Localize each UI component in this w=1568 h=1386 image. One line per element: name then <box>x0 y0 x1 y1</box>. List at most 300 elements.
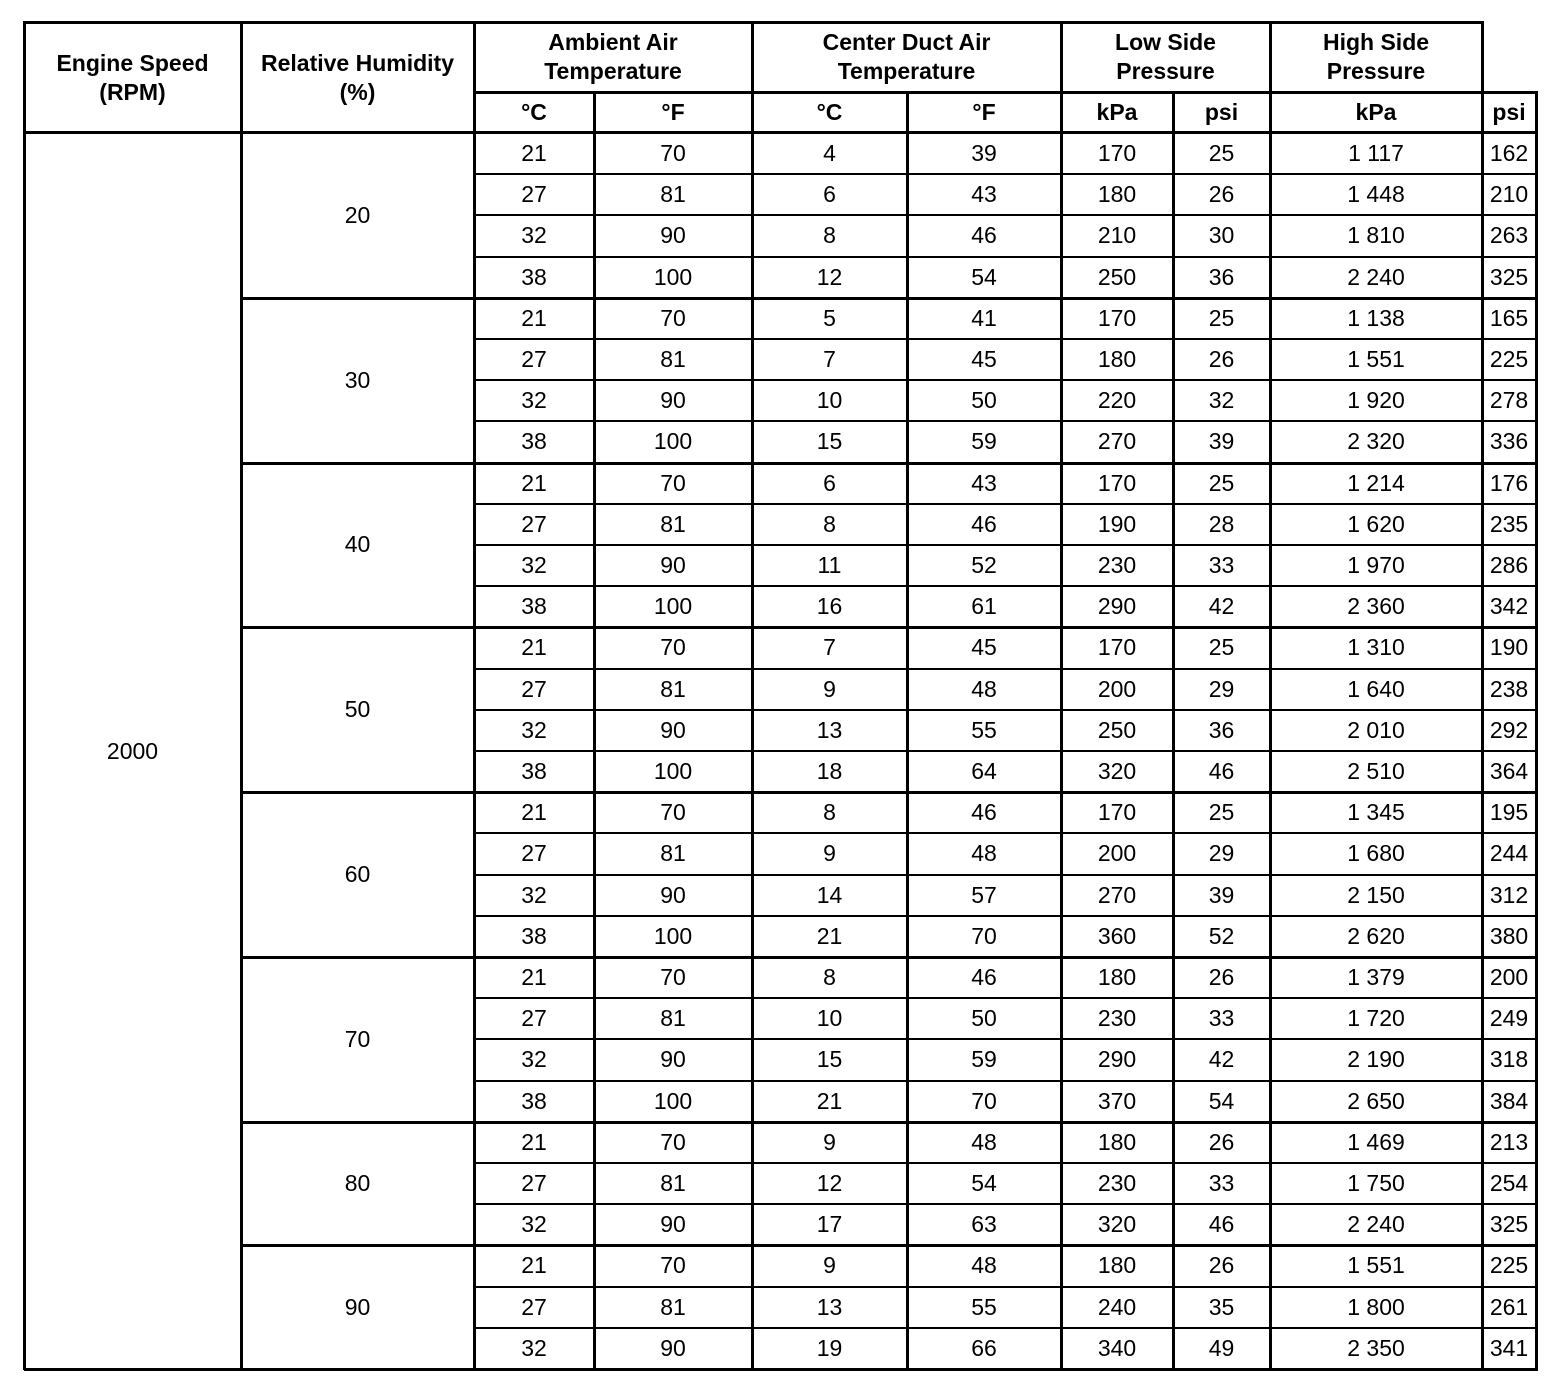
header-bottom-border <box>24 131 1538 134</box>
row-separator <box>474 1327 1538 1329</box>
table-cell: 52 <box>1208 922 1235 949</box>
header-engine-speed: Engine Speed (RPM) <box>56 49 209 105</box>
table-cell: 81 <box>660 675 686 702</box>
table-cell: 11 <box>817 552 842 579</box>
table-cell: 1 448 <box>1347 181 1405 208</box>
table-cell: 33 <box>1208 552 1235 579</box>
table-cell: 46 <box>1208 758 1235 785</box>
table-cell: 27 <box>521 1293 547 1320</box>
table-cell: 48 <box>971 1252 997 1279</box>
header-ambient-air-temperature: Ambient Air Temperature <box>544 29 682 84</box>
table-cell: 90 <box>660 716 686 743</box>
table-cell: 1 800 <box>1347 1293 1405 1320</box>
table-cell: 325 <box>1489 1211 1529 1238</box>
table-cell: 8 <box>823 799 836 826</box>
table-cell: 64 <box>971 758 997 785</box>
table-cell: 170 <box>1097 799 1137 826</box>
table-cell: 2 150 <box>1347 881 1405 908</box>
table-cell: 1 214 <box>1347 469 1405 496</box>
header-top-border <box>24 21 1484 24</box>
table-cell: 1 310 <box>1347 634 1405 661</box>
table-cell: 70 <box>660 799 686 826</box>
table-cell: 7 <box>823 346 836 373</box>
table-cell: 32 <box>1208 387 1235 414</box>
group-separator <box>241 462 1538 465</box>
row-separator <box>474 379 1538 381</box>
table-cell: 16 <box>816 593 843 620</box>
humidity-group-value: 60 <box>344 861 371 888</box>
table-cell: 81 <box>660 840 686 867</box>
table-cell: 230 <box>1097 1170 1137 1197</box>
table-cell: 27 <box>521 1005 547 1032</box>
table-cell: 2 350 <box>1347 1334 1405 1361</box>
table-cell: 100 <box>653 428 693 455</box>
table-cell: 27 <box>521 840 547 867</box>
table-cell: 70 <box>660 964 686 991</box>
table-cell: 38 <box>521 1087 547 1114</box>
table-cell: 190 <box>1097 510 1137 537</box>
table-cell: 39 <box>1208 428 1235 455</box>
table-cell: 32 <box>521 387 547 414</box>
row-separator <box>474 1080 1538 1082</box>
row-separator <box>474 214 1538 216</box>
table-cell: 2 650 <box>1347 1087 1405 1114</box>
table-cell: 70 <box>660 304 686 331</box>
row-separator <box>474 1162 1538 1164</box>
table-cell: 70 <box>971 1087 997 1114</box>
table-cell: 90 <box>660 552 686 579</box>
table-cell: 15 <box>816 1046 843 1073</box>
table-cell: 21 <box>521 140 547 167</box>
table-cell: 318 <box>1489 1046 1529 1073</box>
table-cell: 225 <box>1489 346 1529 373</box>
table-cell: 384 <box>1489 1087 1529 1114</box>
table-cell: 8 <box>823 222 836 249</box>
table-cell: 320 <box>1097 1211 1137 1238</box>
table-cell: 10 <box>816 387 843 414</box>
table-cell: 42 <box>1208 593 1235 620</box>
table-cell: 200 <box>1097 840 1137 867</box>
table-cell: 46 <box>971 964 997 991</box>
table-cell: 27 <box>521 346 547 373</box>
table-cell: 27 <box>521 181 547 208</box>
unit-header: °C <box>816 99 843 125</box>
table-cell: 70 <box>660 140 686 167</box>
table-cell: 33 <box>1208 1005 1235 1032</box>
column-divider <box>751 21 754 1370</box>
table-cell: 25 <box>1208 140 1235 167</box>
table-cell: 270 <box>1097 428 1137 455</box>
table-cell: 66 <box>971 1334 997 1361</box>
table-cell: 170 <box>1097 634 1137 661</box>
table-cell: 200 <box>1097 675 1137 702</box>
row-separator <box>474 1203 1538 1205</box>
table-cell: 6 <box>823 469 836 496</box>
row-separator <box>474 750 1538 752</box>
row-separator <box>474 668 1538 670</box>
table-cell: 27 <box>521 1170 547 1197</box>
table-cell: 263 <box>1489 222 1529 249</box>
header-low-side-pressure: Low Side Pressure <box>1115 29 1216 84</box>
table-cell: 90 <box>660 1046 686 1073</box>
table-cell: 17 <box>816 1211 843 1238</box>
row-separator <box>474 1286 1538 1288</box>
table-cell: 1 970 <box>1347 552 1405 579</box>
table-cell: 48 <box>971 1128 997 1155</box>
table-cell: 21 <box>521 634 547 661</box>
table-cell: 43 <box>971 469 997 496</box>
table-cell: 180 <box>1097 346 1137 373</box>
table-cell: 254 <box>1489 1170 1529 1197</box>
table-cell: 59 <box>971 1046 997 1073</box>
table-cell: 50 <box>971 387 997 414</box>
table-cell: 32 <box>521 1046 547 1073</box>
table-cell: 70 <box>971 922 997 949</box>
group-separator <box>241 626 1538 629</box>
table-cell: 30 <box>1208 222 1235 249</box>
table-cell: 26 <box>1208 181 1235 208</box>
table-cell: 1 920 <box>1347 387 1405 414</box>
table-cell: 12 <box>816 263 843 290</box>
table-cell: 27 <box>521 510 547 537</box>
table-cell: 32 <box>521 716 547 743</box>
table-bottom-border <box>24 1368 1538 1371</box>
table-cell: 46 <box>971 510 997 537</box>
table-cell: 21 <box>521 1252 547 1279</box>
table-cell: 38 <box>521 922 547 949</box>
table-cell: 5 <box>823 304 836 331</box>
table-cell: 38 <box>521 593 547 620</box>
humidity-group-value: 70 <box>344 1025 371 1052</box>
table-cell: 61 <box>971 593 997 620</box>
header-high-side-pressure: High Side Pressure <box>1322 29 1430 84</box>
table-cell: 49 <box>1208 1334 1235 1361</box>
table-cell: 90 <box>660 1334 686 1361</box>
table-cell: 90 <box>660 881 686 908</box>
column-divider <box>906 92 909 1370</box>
group-separator <box>241 791 1538 794</box>
row-separator <box>474 585 1538 587</box>
table-cell: 15 <box>816 428 843 455</box>
table-cell: 278 <box>1489 387 1529 414</box>
table-cell: 32 <box>521 552 547 579</box>
table-cell: 195 <box>1489 799 1529 826</box>
table-cell: 162 <box>1489 140 1529 167</box>
table-cell: 240 <box>1097 1293 1137 1320</box>
table-cell: 18 <box>816 758 843 785</box>
table-cell: 290 <box>1097 593 1137 620</box>
row-separator <box>474 173 1538 175</box>
table-cell: 180 <box>1097 1128 1137 1155</box>
column-divider <box>1269 21 1272 1370</box>
table-cell: 342 <box>1489 593 1529 620</box>
table-cell: 9 <box>823 675 836 702</box>
table-cell: 29 <box>1208 675 1235 702</box>
humidity-group-value: 40 <box>344 531 371 558</box>
table-cell: 4 <box>823 140 836 167</box>
table-cell: 32 <box>521 1334 547 1361</box>
table-cell: 46 <box>1208 1211 1235 1238</box>
unit-header: kPa <box>1355 99 1397 125</box>
row-separator <box>474 709 1538 711</box>
table-cell: 8 <box>823 510 836 537</box>
table-cell: 10 <box>816 1005 843 1032</box>
table-cell: 21 <box>816 922 843 949</box>
unit-header: °F <box>661 99 685 125</box>
table-cell: 42 <box>1208 1046 1235 1073</box>
table-cell: 63 <box>971 1211 997 1238</box>
table-cell: 38 <box>521 428 547 455</box>
table-cell: 13 <box>816 716 843 743</box>
table-cell: 90 <box>660 222 686 249</box>
table-cell: 39 <box>971 140 997 167</box>
table-cell: 54 <box>1208 1087 1235 1114</box>
table-cell: 320 <box>1097 758 1137 785</box>
table-cell: 100 <box>653 263 693 290</box>
table-cell: 2 190 <box>1347 1046 1405 1073</box>
row-separator <box>474 874 1538 876</box>
column-divider <box>1481 21 1484 1370</box>
table-cell: 1 680 <box>1347 840 1405 867</box>
table-cell: 45 <box>971 634 997 661</box>
table-cell: 380 <box>1489 922 1529 949</box>
table-cell: 41 <box>971 304 997 331</box>
table-cell: 9 <box>823 1128 836 1155</box>
table-cell: 52 <box>971 552 997 579</box>
column-divider <box>240 21 243 1370</box>
table-cell: 19 <box>816 1334 843 1361</box>
row-separator <box>474 915 1538 917</box>
table-cell: 290 <box>1097 1046 1137 1073</box>
row-separator <box>474 503 1538 505</box>
table-cell: 2 320 <box>1347 428 1405 455</box>
table-cell: 2 240 <box>1347 263 1405 290</box>
table-cell: 1 810 <box>1347 222 1405 249</box>
table-cell: 21 <box>521 304 547 331</box>
table-cell: 57 <box>971 881 997 908</box>
table-cell: 32 <box>521 1211 547 1238</box>
unit-header: psi <box>1492 99 1526 125</box>
table-cell: 55 <box>971 716 997 743</box>
table-cell: 43 <box>971 181 997 208</box>
humidity-group-value: 20 <box>344 201 371 228</box>
right-border <box>1535 91 1538 1370</box>
table-cell: 220 <box>1097 387 1137 414</box>
table-cell: 170 <box>1097 304 1137 331</box>
table-cell: 70 <box>660 1128 686 1155</box>
column-divider <box>1172 92 1175 1370</box>
table-cell: 1 138 <box>1347 304 1405 331</box>
unit-header: psi <box>1204 99 1239 125</box>
row-separator <box>474 338 1538 340</box>
table-cell: 180 <box>1097 964 1137 991</box>
group-separator <box>241 956 1538 959</box>
table-cell: 1 469 <box>1347 1128 1405 1155</box>
table-cell: 38 <box>521 263 547 290</box>
table-cell: 1 720 <box>1347 1005 1405 1032</box>
table-cell: 100 <box>653 758 693 785</box>
table-cell: 38 <box>521 758 547 785</box>
table-cell: 26 <box>1208 1128 1235 1155</box>
unit-row-border <box>474 91 1538 94</box>
table-cell: 210 <box>1489 181 1529 208</box>
table-cell: 312 <box>1489 881 1529 908</box>
table-cell: 1 379 <box>1347 964 1405 991</box>
table-cell: 54 <box>971 1170 997 1197</box>
table-cell: 7 <box>823 634 836 661</box>
humidity-group-value: 90 <box>344 1293 371 1320</box>
table-cell: 190 <box>1489 634 1529 661</box>
table-cell: 90 <box>660 1211 686 1238</box>
row-separator <box>474 832 1538 834</box>
table-cell: 9 <box>823 1252 836 1279</box>
table-cell: 12 <box>816 1170 843 1197</box>
table-cell: 26 <box>1208 346 1235 373</box>
header-center-duct-air-temperature: Center Duct Air Temperature <box>822 29 991 84</box>
table-cell: 14 <box>816 881 843 908</box>
table-cell: 286 <box>1489 552 1529 579</box>
table-cell: 336 <box>1489 428 1529 455</box>
table-cell: 70 <box>660 1252 686 1279</box>
table-cell: 210 <box>1097 222 1137 249</box>
table-cell: 325 <box>1489 263 1529 290</box>
table-cell: 9 <box>823 840 836 867</box>
left-border <box>23 21 26 1370</box>
table-cell: 48 <box>971 840 997 867</box>
table-cell: 32 <box>521 881 547 908</box>
table-cell: 70 <box>660 469 686 496</box>
humidity-group-value: 50 <box>344 696 371 723</box>
table-cell: 2 240 <box>1347 1211 1405 1238</box>
table-cell: 46 <box>971 799 997 826</box>
row-separator <box>474 420 1538 422</box>
table-cell: 81 <box>660 181 686 208</box>
table-cell: 6 <box>823 181 836 208</box>
table-cell: 249 <box>1489 1005 1529 1032</box>
table-cell: 364 <box>1489 758 1529 785</box>
table-cell: 2 620 <box>1347 922 1405 949</box>
table-cell: 270 <box>1097 881 1137 908</box>
table-cell: 165 <box>1489 304 1529 331</box>
table-cell: 225 <box>1489 1252 1529 1279</box>
row-separator <box>474 997 1538 999</box>
table-cell: 81 <box>660 1170 686 1197</box>
table-cell: 48 <box>971 675 997 702</box>
table-cell: 33 <box>1208 1170 1235 1197</box>
table-cell: 21 <box>816 1087 843 1114</box>
table-cell: 213 <box>1489 1128 1529 1155</box>
table-cell: 200 <box>1489 964 1529 991</box>
table-cell: 1 117 <box>1348 140 1404 167</box>
humidity-group-value: 30 <box>344 366 371 393</box>
table-cell: 2 360 <box>1347 593 1405 620</box>
table-cell: 55 <box>971 1293 997 1320</box>
table-cell: 81 <box>660 1293 686 1320</box>
engine-speed-value: 2000 <box>106 737 159 764</box>
table-cell: 32 <box>521 222 547 249</box>
table-cell: 28 <box>1208 510 1235 537</box>
table-cell: 170 <box>1097 469 1137 496</box>
column-divider <box>1060 21 1063 1370</box>
table-cell: 70 <box>660 634 686 661</box>
table-cell: 341 <box>1489 1334 1529 1361</box>
group-separator <box>241 297 1538 300</box>
table-cell: 235 <box>1489 510 1529 537</box>
table-cell: 340 <box>1097 1334 1137 1361</box>
group-separator <box>241 1244 1538 1247</box>
header-relative-humidity: Relative Humidity (%) <box>261 49 454 105</box>
table-cell: 36 <box>1208 263 1235 290</box>
table-cell: 176 <box>1489 469 1529 496</box>
table-cell: 46 <box>971 222 997 249</box>
row-separator <box>474 1038 1538 1040</box>
table-cell: 21 <box>521 469 547 496</box>
table-cell: 25 <box>1208 799 1235 826</box>
table-cell: 45 <box>971 346 997 373</box>
unit-header: °F <box>972 99 996 125</box>
table-cell: 100 <box>653 922 693 949</box>
table-cell: 25 <box>1208 469 1235 496</box>
table-cell: 1 345 <box>1347 799 1405 826</box>
table-cell: 25 <box>1208 634 1235 661</box>
table-cell: 230 <box>1097 1005 1137 1032</box>
row-separator <box>474 544 1538 546</box>
table-cell: 250 <box>1097 263 1137 290</box>
table-cell: 26 <box>1208 964 1235 991</box>
table-cell: 8 <box>823 964 836 991</box>
table-cell: 21 <box>521 799 547 826</box>
table-cell: 81 <box>660 1005 686 1032</box>
table-cell: 35 <box>1208 1293 1235 1320</box>
table-cell: 230 <box>1097 552 1137 579</box>
table-cell: 2 510 <box>1347 758 1405 785</box>
table-cell: 170 <box>1097 140 1137 167</box>
table-cell: 100 <box>653 593 693 620</box>
table-cell: 90 <box>660 387 686 414</box>
table-cell: 13 <box>816 1293 843 1320</box>
table-cell: 81 <box>660 510 686 537</box>
table-cell: 250 <box>1097 716 1137 743</box>
table-cell: 360 <box>1097 922 1137 949</box>
table-cell: 21 <box>521 964 547 991</box>
table-cell: 1 551 <box>1347 346 1405 373</box>
table-cell: 244 <box>1489 840 1529 867</box>
group-separator <box>241 1121 1538 1124</box>
table-cell: 261 <box>1489 1293 1529 1320</box>
table-cell: 238 <box>1489 675 1529 702</box>
table-cell: 26 <box>1208 1252 1235 1279</box>
table-cell: 21 <box>521 1128 547 1155</box>
table-cell: 50 <box>971 1005 997 1032</box>
table-cell: 27 <box>521 675 547 702</box>
table-cell: 25 <box>1208 304 1235 331</box>
table-cell: 100 <box>653 1087 693 1114</box>
table-cell: 36 <box>1208 716 1235 743</box>
table-cell: 2 010 <box>1347 716 1405 743</box>
table-cell: 180 <box>1097 1252 1137 1279</box>
table-cell: 59 <box>971 428 997 455</box>
column-divider <box>473 21 476 1370</box>
table-cell: 1 640 <box>1347 675 1405 702</box>
table-cell: 292 <box>1489 716 1529 743</box>
table-cell: 54 <box>971 263 997 290</box>
table-cell: 1 551 <box>1347 1252 1405 1279</box>
table-cell: 39 <box>1208 881 1235 908</box>
unit-header: °C <box>521 99 547 125</box>
table-cell: 29 <box>1208 840 1235 867</box>
table-cell: 1 620 <box>1347 510 1405 537</box>
table-cell: 1 750 <box>1347 1170 1405 1197</box>
